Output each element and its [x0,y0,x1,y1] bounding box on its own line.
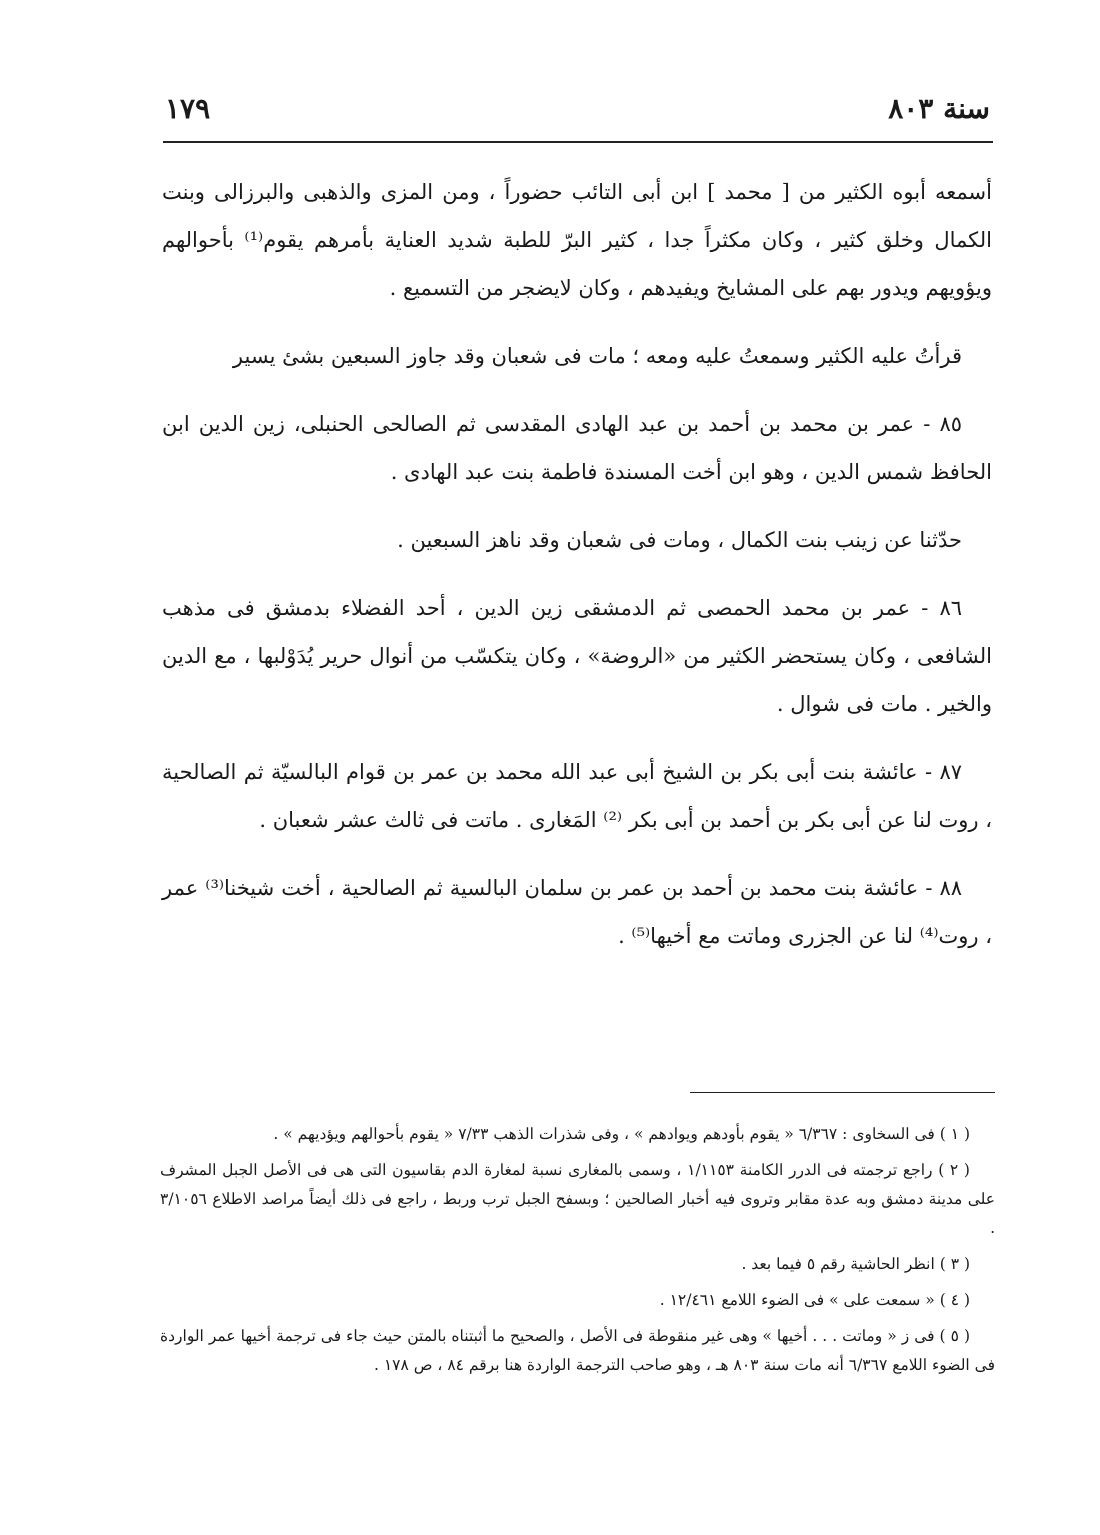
footnote-5: ( ٥ ) فى ز « وماتت . . . أخيها » وهى غير منقوطة فى الأصل ، والصحيح ما أثبتناه بالمتن حيث جاء فى ترجمة أخيها عمر الواردة فى الضوء اللامع ٦/٣٦٧ أنه مات سنة ٨٠٣ هـ ، وهو صاحب الترجمة الواردة هنا برقم ٨٤ ، ص ١٧٨ . [160,1327,995,1374]
running-title: سنة ٨٠٣ [888,92,990,125]
paragraph-84-death: قرأتُ عليه الكثير وسمعتُ عليه ومعه ؛ مات فى شعبان وقد جاوز السبعين بشئ يسير [232,344,962,368]
entry-85-note: حدّثنا عن زينب بنت الكمال ، ومات فى شعبان وقد ناهز السبعين . [397,528,962,552]
entry-88: ٨٨ - عائشة بنت محمد بن أحمد بن عمر بن سلمان البالسية ثم الصالحية ، أخت شيخنا⁽³⁾ عمر ، روت⁽⁴⁾ لنا عن الجزرى وماتت مع أخيها⁽⁵⁾ . [162,876,992,948]
footnote-3: ( ٣ ) انظر الحاشية رقم ٥ فيما بعد . [741,1255,970,1273]
main-text [162,168,992,980]
page-header [165,92,990,132]
footnote-divider [690,1092,995,1093]
footnote-1: ( ١ ) فى السخاوى : ٦/٣٦٧ « يقوم بأودهم ويوادهم » ، وفى شذرات الذهب ٧/٣٣ « يقوم بأحوالهم ويؤديهم » . [273,1125,970,1143]
entry-86: ٨٦ - عمر بن محمد الحمصى ثم الدمشقى زين الدين ، أحد الفضلاء بدمشق فى مذهب الشافعى ، وكان يستحضر الكثير من «الروضة» ، وكان يتكسّب من أنوال حرير يُدَوْلبها ، مع الدين والخير . مات فى شوال . [162,596,992,716]
page-number: ١٧٩ [165,92,211,125]
footnote-2: ( ٢ ) راجع ترجمته فى الدرر الكامنة ١/١١٥٣ ، وسمى بالمغارى نسبة لمغارة الدم بقاسيون التى هى فى الأصل الجبل المشرف على مدينة دمشق وبه عدة مقابر وتروى فيه أخبار الصالحين ؛ وبسفح الجبل ترب وربط ، راجع فى ذلك أيضاً مراصد الاطلاع ٣/١٠٥٦ . [160,1161,995,1237]
footnote-4: ( ٤ ) « سمعت على » فى الضوء اللامع ١٢/٤٦١ . [659,1291,970,1309]
footnotes [160,1120,995,1387]
entry-85: ٨٥ - عمر بن محمد بن أحمد بن عبد الهادى المقدسى ثم الصالحى الحنبلى، زين الدين ابن الحافظ شمس الدين ، وهو ابن أخت المسندة فاطمة بنت عبد الهادى . [162,412,992,484]
paragraph-84-continuation: أسمعه أبوه الكثير من [ محمد ] ابن أبى التائب حضوراً ، ومن المزى والذهبى والبرزالى وبنت الكمال وخلق كثير ، وكان مكثراً جدا ، كثير البرّ للطبة شديد العناية بأمرهم يقوم⁽¹⁾ بأحوالهم ويؤويهم ويدور بهم على المشايخ ويفيدهم ، وكان لايضجر من التسميع . [162,180,992,300]
header-divider [163,141,993,143]
entry-87: ٨٧ - عائشة بنت أبى بكر بن الشيخ أبى عبد الله محمد بن عمر بن قوام البالسيّة ثم الصالحية ، روت لنا عن أبى بكر بن أحمد بن أبى بكر ⁽²⁾ المَغارى . ماتت فى ثالث عشر شعبان . [162,760,992,832]
